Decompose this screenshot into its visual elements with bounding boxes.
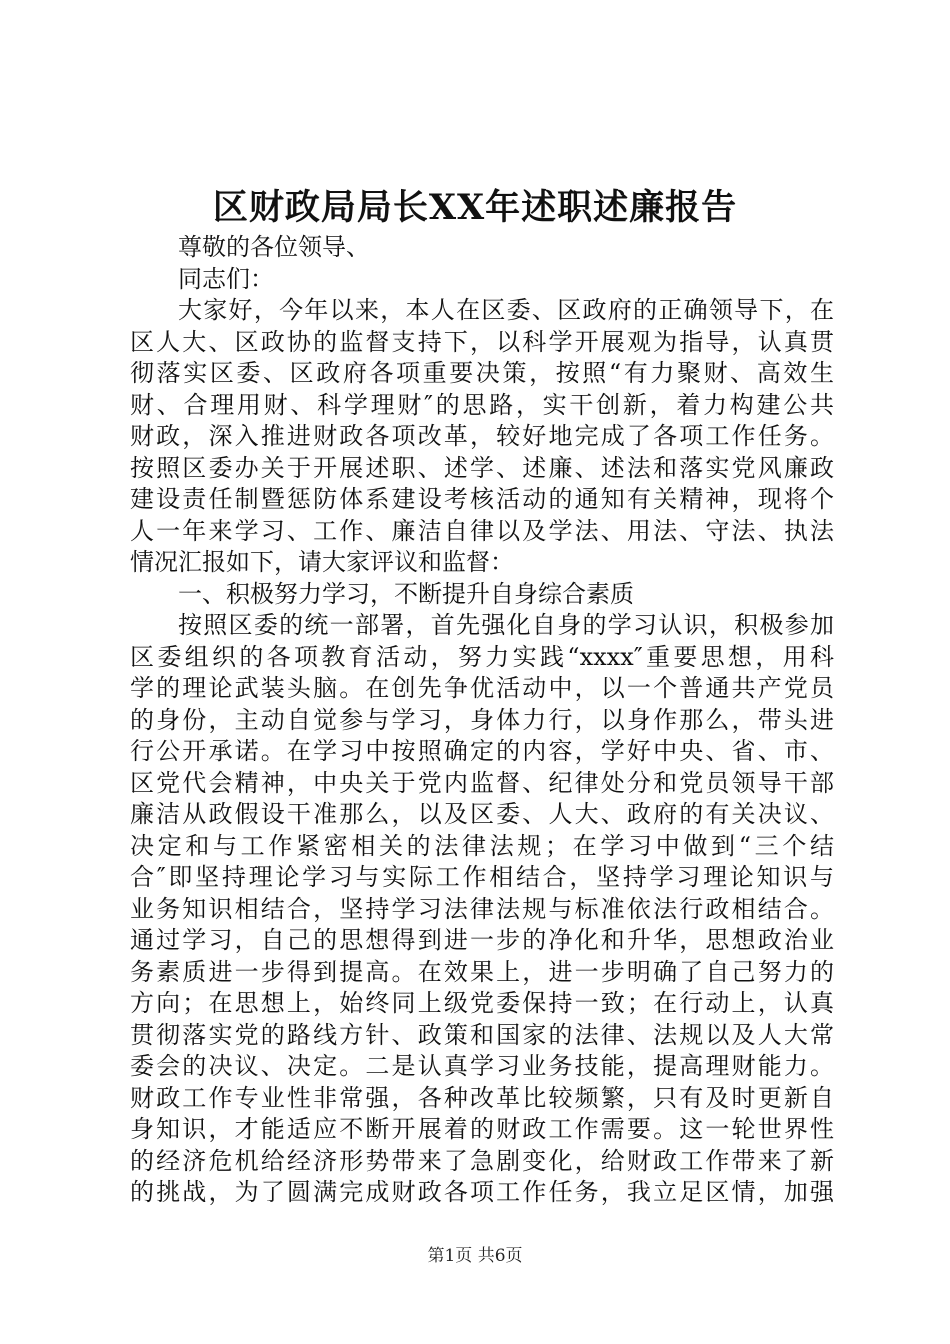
body-line: 行公开承诺。在学习中按照确定的内容，学好中央、省、市、	[130, 737, 834, 765]
body-line: 身知识，才能适应不断开展着的财政工作需要。这一轮世界性	[130, 1115, 834, 1143]
body-line: 的挑战，为了圆满完成财政各项工作任务，我立足区情，加强	[130, 1178, 834, 1206]
body-line: 学的理论武装头脑。在创先争优活动中，以一个普通共产党员	[130, 674, 834, 702]
body-line: 同志们：	[178, 264, 274, 293]
body-line: 通过学习，自己的思想得到进一步的净化和升华，思想政治业	[130, 926, 834, 954]
body-line: 大家好，今年以来，本人在区委、区政府的正确领导下，在	[178, 296, 834, 324]
body-line: 决定和与工作紧密相关的法律法规；在学习中做到“三个结	[130, 831, 834, 860]
body-line: 按照区委的统一部署，首先强化自身的学习认识，积极参加	[178, 611, 834, 639]
body-line: 财、合理用财、科学理财″的思路，实干创新，着力构建公共	[130, 390, 834, 419]
page-number-footer: 第1页 共6页	[427, 1246, 523, 1266]
body-line: 区人大、区政协的监督支持下，以科学开展观为指导，认真贯	[130, 327, 834, 356]
body-line: 区委组织的各项教育活动，努力实践“xxxx″重要思想，用科	[130, 642, 834, 671]
body-line: 财政工作专业性非常强，各种改革比较频繁，只有及时更新自	[130, 1083, 834, 1112]
body-line: 人一年来学习、工作、廉洁自律以及学法、用法、守法、执法	[130, 516, 834, 545]
body-line: 方向；在思想上，始终同上级党委保持一致；在行动上，认真	[130, 989, 834, 1017]
document-title: 区财政局局长XX年述职述廉报告	[212, 187, 738, 228]
body-line: 彻落实区委、区政府各项重要决策，按照“有力聚财、高效生	[130, 359, 834, 387]
document-body	[130, 232, 834, 1209]
body-line: 廉洁从政假设干准那么，以及区委、人大、政府的有关决议、	[130, 800, 834, 828]
body-line: 一、积极努力学习，不断提升自身综合素质	[178, 579, 634, 608]
body-line: 贯彻落实党的路线方针、政策和国家的法律、法规以及人大常	[130, 1020, 834, 1049]
body-line: 业务知识相结合，坚持学习法律法规与标准依法行政相结合。	[130, 894, 834, 923]
body-line: 的身份，主动自觉参与学习，身体力行，以身作那么，带头进	[130, 705, 834, 734]
body-line: 建设责任制暨惩防体系建设考核活动的通知有关精神，现将个	[130, 485, 834, 513]
body-line: 委会的决议、决定。二是认真学习业务技能，提高理财能力。	[130, 1052, 834, 1080]
body-line: 情况汇报如下，请大家评议和监督：	[130, 548, 514, 576]
body-line: 按照区委办关于开展述职、述学、述廉、述法和落实党风廉政	[130, 453, 834, 482]
body-line: 合″即坚持理论学习与实际工作相结合，坚持学习理论知识与	[130, 863, 834, 891]
body-line: 财政，深入推进财政各项改革，较好地完成了各项工作任务。	[130, 422, 834, 450]
body-line: 尊敬的各位领导、	[178, 233, 370, 261]
body-line: 的经济危机给经济形势带来了急剧变化，给财政工作带来了新	[130, 1146, 834, 1175]
body-line: 区党代会精神，中央关于党内监督、纪律处分和党员领导干部	[130, 768, 834, 797]
body-line: 务素质进一步得到提高。在效果上，进一步明确了自己努力的	[130, 957, 834, 986]
